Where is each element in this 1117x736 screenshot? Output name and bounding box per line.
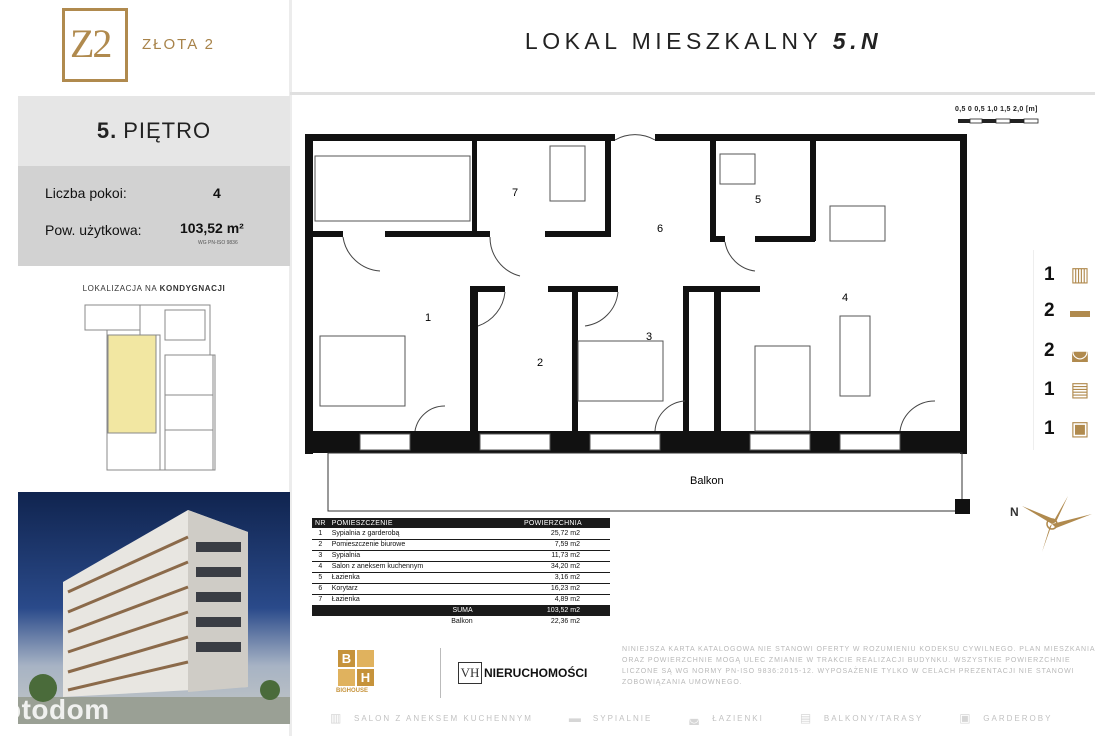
door-arc [343,237,380,271]
wardrobe [315,156,470,221]
legend-item-balcony: ▤ BALKONY/TARASY [799,711,924,725]
kitchen-icon: ▥ [330,711,344,725]
legend [330,710,1100,726]
compass-north: N [1010,505,1019,519]
window-band [196,567,241,577]
window-band [196,642,241,652]
scale-segment [996,119,1010,123]
door-arc [655,401,685,431]
building-render [18,492,290,724]
wall [720,286,760,292]
wall [572,286,578,436]
legend-item-kitchen: ▥ SALON Z ANEKSEM KUCHENNYM [330,711,533,725]
bed [578,341,663,401]
shower [720,154,755,184]
wall [385,231,480,237]
logo-divider [440,648,441,698]
bathtub [550,146,585,201]
room-number: 1 [425,312,432,324]
page-title [290,28,1117,55]
balcony-count: 1 ▤ [1044,375,1100,405]
vh-logo: VH NIERUCHOMOŚCI [458,662,587,684]
wall [960,134,967,454]
col-area: POWIERZCHNIA [476,518,610,528]
room-table [312,518,610,627]
wall [755,236,815,242]
rooms-value: 4 [213,185,221,201]
compass-icon [1008,494,1096,554]
door-arc [615,135,655,140]
balcony-post [955,499,970,514]
balcony-icon: ▤ [1070,379,1090,401]
location-prefix: LOKALIZACJA NA [82,284,160,293]
door-arc [490,237,520,276]
table-row: 5 Łazienka 3,16 m2 [312,572,610,583]
wall [470,286,478,436]
bathroom-count: 2 ◛ [1044,336,1100,366]
logo-mark: Z2 [70,21,111,66]
key-plan-room [165,310,205,340]
window [360,434,410,450]
sofa [840,316,870,396]
col-room: POMIESZCZENIE [329,518,476,528]
floor-number: 5. [96,118,118,143]
window [590,434,660,450]
title-prefix: LOKAL MIESZKALNY [524,28,822,54]
legend-item-bedroom: ▬ SYPIALNIE [568,711,653,725]
wall [714,286,721,436]
bed [320,336,405,406]
brand-name: ZŁOTA 2 [142,36,215,53]
table-row: 6 Korytarz 16,23 m2 [312,583,610,594]
title-unit: 5.N [832,28,883,54]
floor-header [18,96,290,166]
header-divider [290,92,1095,95]
bed-icon: ▬ [568,711,583,725]
door-arc [415,406,445,431]
door-arc [725,242,755,271]
wall [305,134,313,454]
compass-point [1022,506,1056,524]
wall [810,141,816,241]
area-value: 103,52 m² [180,220,244,236]
wall [655,134,967,141]
wall [710,236,725,242]
room-number: 2 [537,357,544,369]
balcony-icon: ▤ [799,711,814,725]
wall [683,286,689,436]
tree [260,680,280,700]
room-number: 6 [657,223,664,235]
bed-icon: ▬ [1070,300,1090,322]
door-arc [478,292,505,326]
balcony-area [328,453,962,511]
area-label: Pow. użytkowa: [45,222,142,238]
room-type-summary [1033,250,1095,450]
scale-segment [982,119,996,123]
wall [472,141,477,236]
wall [313,231,343,237]
bathtub-icon: ◛ [688,711,702,725]
bathtub-icon: ◛ [1070,340,1090,362]
room-number: 5 [755,194,762,206]
table-row: 7 Łazienka 4,89 m2 [312,594,610,605]
window-band [196,592,241,602]
table-row: 1 Sypialnia z garderobą 25,72 m2 [312,528,610,539]
floor-key-plan [80,300,220,475]
key-plan-room [165,355,213,395]
window-band [196,542,241,552]
apartment-stats [18,166,290,266]
kitchen-island [830,206,885,241]
wall [305,134,615,141]
kitchen-count: 1 ▥ [1044,260,1100,290]
disclaimer-text: NINIEJSZA KARTA KATALOGOWA NIE STANOWI OFERTY W ROZUMIENIU KODEKSU CYWILNEGO. PLAN MIESZKANIA ORAZ POWIERZCHNIE MOGĄ ULEC ZMIANIE W TRAKCIE REALIZACJI BUDYNKU. WSZYSTKIE POWIERZCHNIE LICZONE SĄ WG NORMY PN-ISO 9836:2015-12. WYPOSAŻENIE TYLKO W CELACH PREZENTACJI NIE STANOWI ZOBOWIĄZANIA UMOWNEGO. [622,646,1096,686]
wardrobe-icon: ▣ [959,711,973,725]
room-number: 4 [842,292,849,304]
wall [710,141,716,241]
floor-plan [300,96,980,520]
door-arc [585,292,618,326]
window [750,434,810,450]
table-row: 3 Sypialnia 11,73 m2 [312,550,610,561]
window-band [196,617,241,627]
wall [548,286,618,292]
room-number: 7 [512,187,519,199]
col-nr: NR [312,518,329,528]
key-plan-room [165,395,213,430]
wardrobe-count: 1 ▣ [1044,414,1100,444]
window [480,434,550,450]
table-row: 2 Pomieszczenie biurowe 7,59 m2 [312,539,610,550]
building-illustration [18,492,290,724]
wardrobe-icon: ▣ [1070,418,1090,440]
kitchen-icon: ▥ [1070,264,1090,286]
sum-row: SUMA 103,52 m2 [312,605,610,616]
balkon-row: Balkon 22,36 m2 [451,618,580,625]
area-note: WG PN-ISO 9836 [198,240,238,246]
legend-item-wardrobe: ▣ GARDEROBY [959,711,1053,725]
rooms-label: Liczba pokoi: [45,185,127,201]
location-bold: KONDYGNACJI [159,284,226,293]
scale-segment [1024,119,1038,123]
room-number: 3 [646,331,653,343]
window [840,434,900,450]
watermark: otodom [4,694,110,725]
legend-item-bathroom: ◛ ŁAZIENKI [688,711,764,725]
bedroom-count: 2 ▬ [1044,296,1100,326]
scale-segment [1010,119,1024,123]
brand-logo [44,6,264,86]
dining-table [755,346,810,431]
location-title [18,284,290,293]
floor-label: PIĘTRO [123,118,212,143]
wall [605,141,611,237]
wall [545,231,610,237]
bighouse-logo: B H BIGHOUSE [338,650,388,696]
scale-text: 0,5 0 0,5 1,0 1,5 2,0 [m] [955,106,1038,113]
door-arc [900,401,935,431]
table-header-row [312,518,610,528]
key-plan-room [165,430,213,470]
balkon-label: Balkon [690,475,724,487]
key-plan-highlight [108,335,156,433]
table-row: 4 Salon z aneksem kuchennym 34,20 m2 [312,561,610,572]
wall [480,231,490,237]
